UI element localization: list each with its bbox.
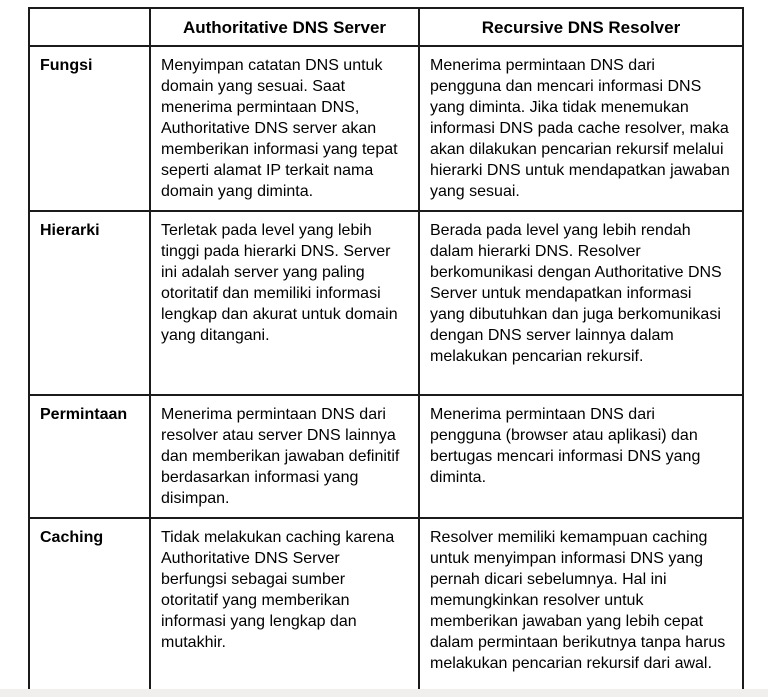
cell-hierarki-authoritative: Terletak pada level yang lebih tinggi pada hierarki DNS. Server ini adalah server yang paling otoritatif dan memiliki informasi lengkap dan akurat untuk domain yang ditangani. xyxy=(150,211,419,395)
header-cell-recursive: Recursive DNS Resolver xyxy=(419,8,743,46)
cell-fungsi-recursive: Menerima permintaan DNS dari pengguna dan mencari informasi DNS yang diminta. Jika tidak menemukan informasi DNS pada cache resolver, maka akan dilakukan pencarian rekursif melalui hierarki DNS untuk mendapatkan jawaban yang sesuai. xyxy=(419,46,743,211)
cell-fungsi-authoritative: Menyimpan catatan DNS untuk domain yang sesuai. Saat menerima permintaan DNS, Authoritative DNS server akan memberikan informasi yang tepat seperti alamat IP terkait nama domain yang diminta. xyxy=(150,46,419,211)
table-row-caching xyxy=(29,518,743,693)
row-label-caching: Caching xyxy=(29,518,150,693)
cell-hierarki-recursive: Berada pada level yang lebih rendah dalam hierarki DNS. Resolver berkomunikasi dengan Authoritative DNS Server untuk mendapatkan informasi yang dibutuhkan dan juga berkomunikasi dengan DNS server lainnya dalam melakukan pencarian rekursif. xyxy=(419,211,743,395)
header-row xyxy=(29,8,743,46)
table-row-fungsi xyxy=(29,46,743,211)
dns-comparison-table xyxy=(28,7,744,694)
page-bottom-strip xyxy=(0,689,768,697)
row-label-permintaan: Permintaan xyxy=(29,395,150,518)
row-label-fungsi: Fungsi xyxy=(29,46,150,211)
cell-permintaan-authoritative: Menerima permintaan DNS dari resolver atau server DNS lainnya dan memberikan jawaban definitif berdasarkan informasi yang disimpan. xyxy=(150,395,419,518)
table-row-hierarki xyxy=(29,211,743,395)
table-row-permintaan xyxy=(29,395,743,518)
cell-caching-recursive: Resolver memiliki kemampuan caching untuk menyimpan informasi DNS yang pernah dicari sebelumnya. Hal ini memungkinkan resolver untuk memberikan jawaban yang lebih cepat dalam permintaan berikutnya tanpa harus melakukan pencarian rekursif dari awal. xyxy=(419,518,743,693)
header-cell-authoritative: Authoritative DNS Server xyxy=(150,8,419,46)
cell-permintaan-recursive: Menerima permintaan DNS dari pengguna (browser atau aplikasi) dan bertugas mencari informasi DNS yang diminta. xyxy=(419,395,743,518)
header-cell-empty xyxy=(29,8,150,46)
row-label-hierarki: Hierarki xyxy=(29,211,150,395)
cell-caching-authoritative: Tidak melakukan caching karena Authoritative DNS Server berfungsi sebagai sumber otoritatif yang memberikan informasi yang lengkap dan mutakhir. xyxy=(150,518,419,693)
